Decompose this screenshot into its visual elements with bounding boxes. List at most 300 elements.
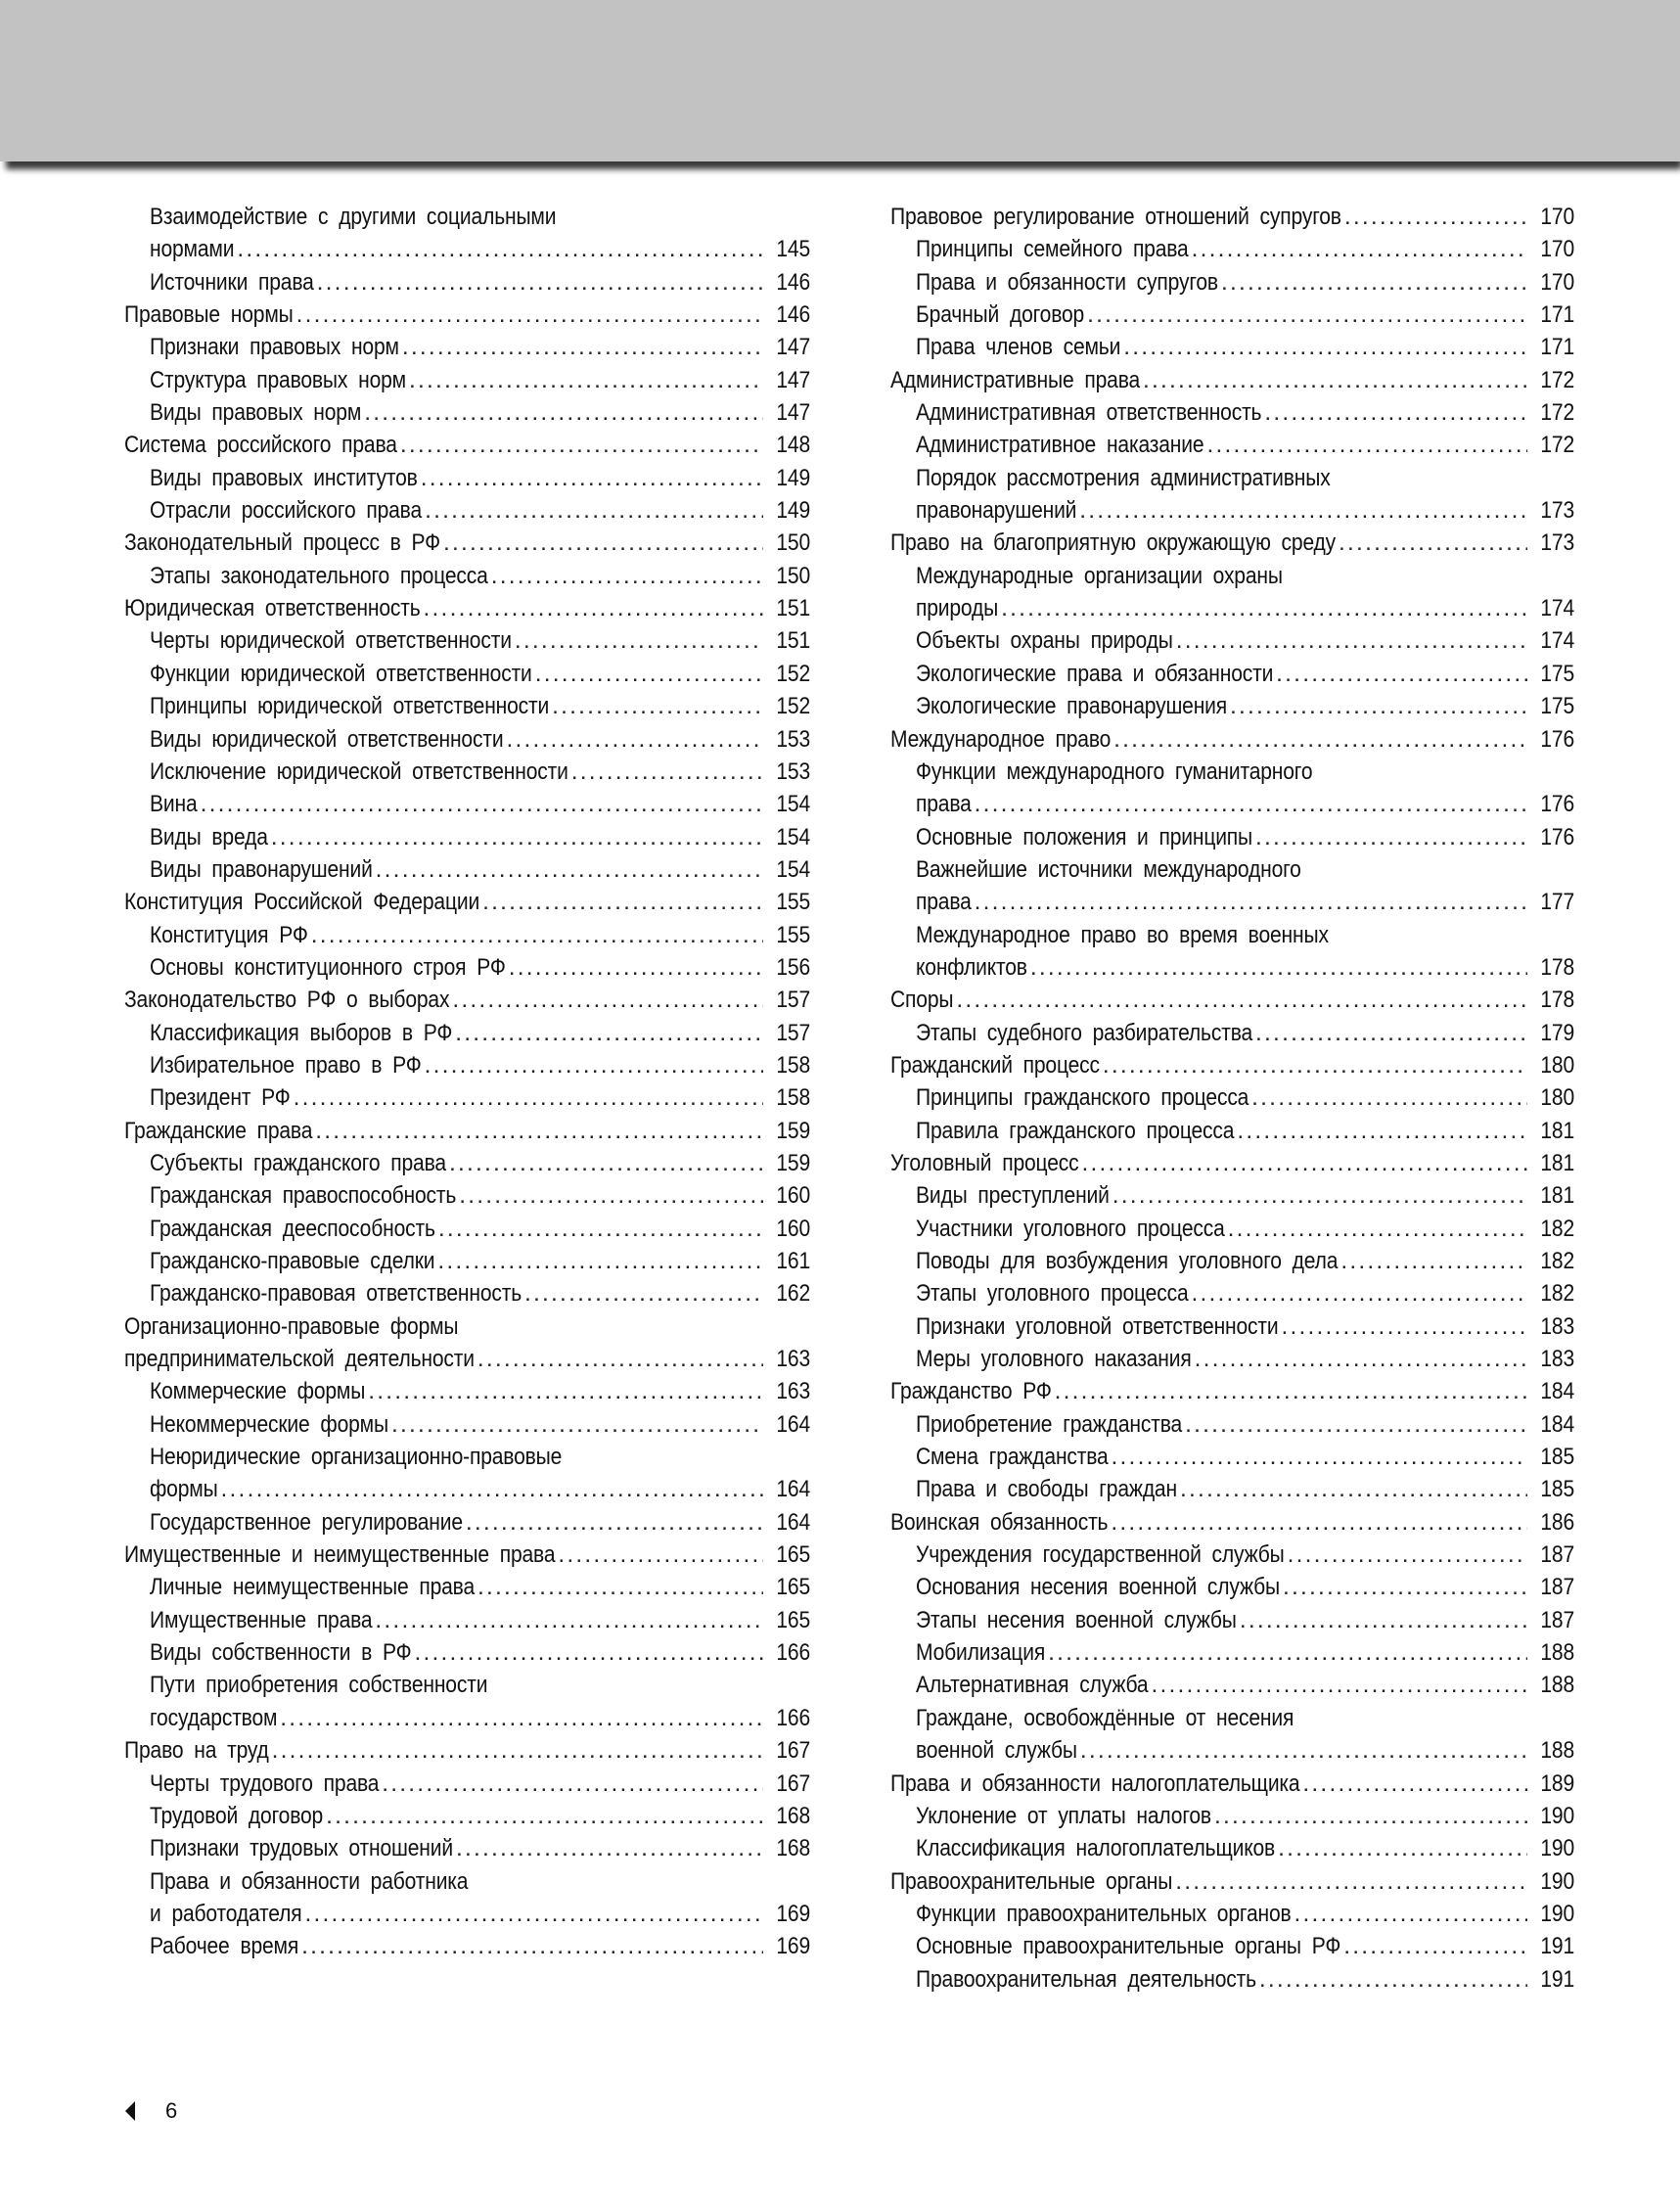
toc-subsection-entry[interactable]	[124, 1081, 810, 1114]
toc-subsection-entry[interactable]	[890, 919, 1574, 985]
toc-entry-line	[150, 951, 810, 984]
toc-entry-title: Принципы гражданского процесса	[916, 1084, 1249, 1112]
dot-leader	[449, 1147, 763, 1179]
toc-subsection-entry[interactable]	[890, 396, 1574, 429]
toc-entry-title: Правоохранительная деятельность	[916, 1965, 1256, 1993]
toc-entry-title: Рабочее время	[150, 1933, 299, 1960]
dot-leader	[1151, 1669, 1527, 1701]
toc-page-number: 187	[1540, 1606, 1574, 1633]
toc-subsection-entry[interactable]	[124, 1832, 810, 1864]
toc-page-number: 155	[776, 889, 810, 916]
dot-leader	[1221, 266, 1527, 299]
toc-entry-title: Мобилизация	[916, 1639, 1046, 1667]
toc-entry-line	[890, 364, 1574, 396]
toc-entry-line	[124, 1734, 810, 1767]
toc-page-number: 168	[776, 1835, 810, 1862]
toc-entry-line	[124, 1310, 810, 1343]
toc-entry-title: Уклонение от уплаты налогов	[916, 1802, 1211, 1829]
toc-entry-line	[150, 1636, 810, 1669]
dot-leader	[459, 1179, 763, 1212]
toc-subsection-entry[interactable]	[890, 462, 1574, 528]
toc-section-entry[interactable]	[124, 1115, 810, 1147]
toc-entry-title: Этапы законодательного процесса	[150, 562, 488, 589]
toc-entry-line	[916, 1669, 1574, 1701]
toc-subsection-entry[interactable]	[890, 821, 1574, 853]
toc-entry-line	[890, 723, 1574, 756]
toc-entry-title: Избирательное право в РФ	[150, 1051, 422, 1079]
dot-leader	[1251, 1081, 1527, 1114]
toc-subsection-entry[interactable]	[124, 266, 810, 299]
toc-entry-line	[890, 1147, 1574, 1179]
toc-page-number: 160	[776, 1215, 810, 1242]
toc-page-number: 150	[776, 562, 810, 589]
toc-entry-title: Воинская обязанность	[890, 1508, 1109, 1536]
toc-page-number: 174	[1540, 595, 1574, 622]
toc-entry-line	[150, 658, 810, 690]
toc-entry-title: Международные организации охраны	[916, 562, 1283, 589]
toc-subsection-entry[interactable]	[890, 1213, 1574, 1245]
toc-subsection-entry[interactable]	[124, 821, 810, 853]
toc-subsection-entry[interactable]	[890, 1702, 1574, 1768]
toc-page-number: 157	[776, 1019, 810, 1046]
toc-page-number: 176	[1540, 725, 1574, 753]
toc-entry-line	[150, 266, 810, 299]
toc-entry-line	[916, 1473, 1574, 1505]
toc-subsection-entry[interactable]	[890, 853, 1574, 919]
toc-subsection-entry[interactable]	[890, 1408, 1574, 1441]
toc-entry-title: Принципы семейного права	[916, 236, 1189, 263]
toc-entry-line	[916, 690, 1574, 722]
dot-leader	[975, 886, 1527, 918]
toc-page-number: 183	[1540, 1312, 1574, 1340]
toc-entry-line	[890, 1375, 1574, 1407]
toc-page-number: 155	[776, 921, 810, 948]
toc-page-number: 167	[776, 1737, 810, 1765]
dot-leader	[1283, 1571, 1527, 1603]
toc-entry-line	[150, 624, 810, 657]
toc-entry-title: Виды правовых институтов	[150, 464, 418, 491]
toc-entry-title: Права и обязанности налогоплательщика	[890, 1769, 1300, 1797]
toc-subsection-entry[interactable]	[124, 1049, 810, 1081]
dot-leader	[443, 527, 763, 559]
dot-leader	[1237, 1115, 1527, 1147]
toc-page-number: 166	[776, 1639, 810, 1667]
toc-entry-line	[150, 1473, 810, 1505]
dot-leader	[1195, 1343, 1527, 1375]
toc-entry-title: Экологические правонарушения	[916, 693, 1228, 720]
toc-page-number: 184	[1540, 1410, 1574, 1438]
toc-section-entry[interactable]	[890, 201, 1574, 233]
dot-leader	[1180, 1473, 1527, 1505]
dot-leader	[456, 1832, 763, 1864]
toc-page-number: 182	[1540, 1248, 1574, 1274]
dot-leader	[326, 1800, 763, 1832]
dot-leader	[477, 1571, 763, 1603]
toc-subsection-entry[interactable]	[890, 1081, 1574, 1114]
toc-subsection-entry[interactable]	[124, 331, 810, 363]
toc-entry-title: Функции юридической ответственности	[150, 660, 532, 687]
toc-page-number: 187	[1540, 1541, 1574, 1569]
toc-subsection-entry[interactable]	[124, 1506, 810, 1539]
toc-entry-line	[916, 299, 1574, 331]
toc-subsection-entry[interactable]	[124, 658, 810, 690]
toc-entry-title: конфликтов	[916, 953, 1027, 981]
toc-subsection-entry[interactable]	[890, 331, 1574, 363]
toc-entry-line	[150, 756, 810, 788]
toc-subsection-entry[interactable]	[124, 396, 810, 429]
toc-section-entry[interactable]	[124, 527, 810, 559]
toc-entry-title: Черты юридической ответственности	[150, 627, 512, 655]
toc-subsection-entry[interactable]	[124, 1930, 810, 1962]
toc-page-number: 175	[1540, 693, 1574, 720]
toc-entry-title: нормами	[150, 236, 235, 263]
toc-entry-line	[916, 1832, 1574, 1864]
dot-leader	[1185, 1408, 1527, 1441]
toc-section-entry[interactable]	[890, 527, 1574, 559]
toc-column-right	[890, 201, 1574, 1996]
toc-subsection-entry[interactable]	[890, 1277, 1574, 1309]
toc-section-entry[interactable]	[890, 723, 1574, 756]
toc-entry-line	[150, 201, 810, 233]
toc-subsection-entry[interactable]	[890, 1539, 1574, 1571]
toc-entry-title: Права членов семьи	[916, 334, 1121, 361]
dot-leader	[400, 429, 763, 461]
toc-entry-title: Принципы юридической ответственности	[150, 693, 550, 720]
dot-leader	[455, 1017, 763, 1049]
toc-subsection-entry[interactable]	[124, 624, 810, 657]
toc-subsection-entry[interactable]	[124, 951, 810, 984]
toc-page-number: 181	[1540, 1182, 1574, 1210]
toc-page-number: 145	[776, 236, 810, 263]
toc-entry-title: Правила гражданского процесса	[916, 1117, 1235, 1144]
dot-leader	[1030, 951, 1527, 984]
toc-page-number: 161	[776, 1248, 810, 1274]
toc-page-number: 151	[776, 595, 810, 622]
toc-entry-title: Государственное регулирование	[150, 1508, 463, 1536]
toc-subsection-entry[interactable]	[890, 1343, 1574, 1375]
toc-subsection-entry[interactable]	[124, 494, 810, 527]
toc-subsection-entry[interactable]	[890, 1669, 1574, 1701]
toc-entry-title: Основные правоохранительные органы РФ	[916, 1933, 1341, 1960]
dot-leader	[1113, 723, 1527, 756]
toc-subsection-entry[interactable]	[124, 462, 810, 494]
toc-entry-title: Споры	[890, 987, 954, 1014]
toc-section-entry[interactable]	[124, 1734, 810, 1767]
toc-page-number: 188	[1540, 1672, 1574, 1699]
toc-entry-title: Поводы для возбуждения уголовного дела	[916, 1248, 1339, 1274]
toc-subsection-entry[interactable]	[890, 1571, 1574, 1603]
dot-leader	[301, 1930, 763, 1962]
toc-entry-line	[150, 233, 810, 265]
toc-entry-line	[916, 1017, 1574, 1049]
toc-section-entry[interactable]	[890, 1506, 1574, 1539]
toc-entry-line	[150, 1506, 810, 1539]
toc-entry-line	[890, 1506, 1574, 1539]
dot-leader	[1278, 1832, 1527, 1864]
toc-page-number: 170	[1540, 204, 1574, 230]
toc-page-number: 172	[1540, 366, 1574, 393]
toc-page-number: 178	[1540, 953, 1574, 981]
toc-subsection-entry[interactable]	[124, 1277, 810, 1309]
toc-subsection-entry[interactable]	[124, 756, 810, 788]
dot-leader	[391, 1408, 763, 1441]
toc-entry-line	[124, 886, 810, 918]
toc-page-number: 149	[776, 497, 810, 525]
dot-leader	[1079, 494, 1527, 527]
toc-entry-title: Исключение юридической ответственности	[150, 758, 568, 785]
toc-subsection-entry[interactable]	[890, 1441, 1574, 1473]
dot-leader	[1294, 1898, 1527, 1930]
toc-entry-line	[890, 1049, 1574, 1081]
dot-leader	[1123, 331, 1527, 363]
toc-page-number: 156	[776, 953, 810, 981]
toc-entry-title: Смена гражданства	[916, 1444, 1109, 1471]
dot-leader	[558, 1539, 763, 1571]
toc-entry-line	[124, 527, 810, 559]
toc-subsection-entry[interactable]	[890, 1604, 1574, 1636]
toc-section-entry[interactable]	[124, 984, 810, 1016]
toc-entry-title: Международное право	[890, 725, 1112, 753]
toc-entry-title: Виды правонарушений	[150, 855, 373, 883]
toc-entry-line	[124, 592, 810, 624]
toc-page-number: 190	[1540, 1900, 1574, 1927]
toc-section-entry[interactable]	[124, 299, 810, 331]
toc-subsection-entry[interactable]	[890, 266, 1574, 299]
toc-subsection-entry[interactable]	[890, 233, 1574, 265]
dot-leader	[425, 1049, 763, 1081]
toc-subsection-entry[interactable]	[124, 560, 810, 592]
toc-subsection-entry[interactable]	[124, 723, 810, 756]
toc-entry-title: Вина	[150, 791, 198, 818]
toc-entry-title: формы	[150, 1476, 218, 1503]
dot-leader	[280, 1702, 763, 1734]
toc-page-number: 149	[776, 464, 810, 491]
dot-leader	[1048, 1636, 1527, 1669]
toc-entry-line	[916, 788, 1574, 820]
toc-page-number: 154	[776, 823, 810, 850]
toc-entry-line	[916, 756, 1574, 788]
toc-page-number: 181	[1540, 1117, 1574, 1144]
toc-subsection-entry[interactable]	[124, 919, 810, 951]
toc-subsection-entry[interactable]	[124, 1768, 810, 1800]
toc-subsection-entry[interactable]	[890, 690, 1574, 722]
toc-section-entry[interactable]	[890, 984, 1574, 1016]
toc-page-number: 183	[1540, 1346, 1574, 1373]
toc-subsection-entry[interactable]	[890, 429, 1574, 461]
dot-leader	[425, 494, 763, 527]
toc-subsection-entry[interactable]	[124, 853, 810, 886]
toc-section-entry[interactable]	[124, 886, 810, 918]
toc-entry-title: права	[916, 791, 972, 818]
dot-leader	[364, 396, 763, 429]
dot-leader	[382, 1768, 763, 1800]
dot-leader	[1255, 821, 1527, 853]
toc-entry-line	[150, 1277, 810, 1309]
toc-page-number: 151	[776, 627, 810, 655]
toc-subsection-entry[interactable]	[124, 1245, 810, 1277]
toc-entry-line	[150, 1408, 810, 1441]
dot-leader	[438, 1213, 763, 1245]
toc-entry-line	[150, 1800, 810, 1832]
toc-subsection-entry[interactable]	[890, 1179, 1574, 1212]
toc-subsection-entry[interactable]	[124, 1441, 810, 1506]
toc-section-entry[interactable]	[124, 592, 810, 624]
toc-entry-line	[150, 560, 810, 592]
toc-subsection-entry[interactable]	[124, 1800, 810, 1832]
toc-subsection-entry[interactable]	[124, 1375, 810, 1407]
toc-subsection-entry[interactable]	[890, 1832, 1574, 1864]
toc-entry-line	[916, 560, 1574, 592]
toc-subsection-entry[interactable]	[124, 1408, 810, 1441]
dot-leader	[1192, 233, 1527, 265]
toc-entry-title: Гражданские права	[124, 1117, 313, 1144]
toc-subsection-entry[interactable]	[890, 1115, 1574, 1147]
toc-page-number: 159	[776, 1117, 810, 1144]
toc-section-entry[interactable]	[890, 1768, 1574, 1800]
toc-column-left	[124, 201, 810, 1963]
toc-entry-line	[890, 1768, 1574, 1800]
toc-page-number: 171	[1540, 334, 1574, 361]
toc-subsection-entry[interactable]	[124, 788, 810, 820]
toc-page-number: 158	[776, 1051, 810, 1079]
toc-entry-title: Основания несения военной службы	[916, 1574, 1281, 1601]
toc-entry-line	[124, 429, 810, 461]
toc-entry-line	[150, 1147, 810, 1179]
toc-entry-line	[916, 1571, 1574, 1603]
toc-entry-title: и работодателя	[150, 1900, 302, 1927]
toc-subsection-entry[interactable]	[890, 624, 1574, 657]
toc-page-number: 171	[1540, 301, 1574, 329]
toc-entry-title: Основы конституционного строя РФ	[150, 953, 506, 981]
toc-subsection-entry[interactable]	[890, 1800, 1574, 1832]
toc-entry-line	[916, 1539, 1574, 1571]
toc-section-entry[interactable]	[124, 1539, 810, 1571]
toc-page-number: 147	[776, 399, 810, 427]
dot-leader	[304, 1898, 763, 1930]
toc-entry-line	[916, 1115, 1574, 1147]
toc-entry-title: Структура правовых норм	[150, 366, 406, 393]
toc-page-number: 190	[1540, 1802, 1574, 1829]
toc-subsection-entry[interactable]	[890, 560, 1574, 625]
toc-section-entry[interactable]	[890, 364, 1574, 396]
toc-subsection-entry[interactable]	[124, 690, 810, 722]
toc-subsection-entry[interactable]	[124, 1604, 810, 1636]
toc-subsection-entry[interactable]	[890, 756, 1574, 821]
toc-subsection-entry[interactable]	[890, 1017, 1574, 1049]
toc-page-number: 163	[776, 1378, 810, 1405]
toc-entry-line	[916, 1963, 1574, 1996]
toc-subsection-entry[interactable]	[890, 1245, 1574, 1277]
toc-entry-line	[150, 331, 810, 363]
toc-entry-line	[916, 1441, 1574, 1473]
toc-page-number: 152	[776, 660, 810, 687]
toc-entry-title: Административное наказание	[916, 432, 1204, 459]
toc-page-number: 154	[776, 791, 810, 818]
toc-entry-line	[150, 364, 810, 396]
toc-entry-title: Гражданство РФ	[890, 1378, 1052, 1405]
toc-subsection-entry[interactable]	[890, 658, 1574, 690]
toc-entry-title: Этапы судебного разбирательства	[916, 1019, 1253, 1046]
toc-subsection-entry[interactable]	[890, 1898, 1574, 1930]
toc-entry-title: Право на труд	[124, 1737, 269, 1765]
toc-subsection-entry[interactable]	[124, 1669, 810, 1734]
toc-section-entry[interactable]	[890, 1865, 1574, 1898]
dot-leader	[1112, 1441, 1527, 1473]
toc-page-number: 185	[1540, 1444, 1574, 1471]
toc-page-number: 170	[1540, 268, 1574, 296]
toc-subsection-entry[interactable]	[890, 1473, 1574, 1505]
toc-subsection-entry[interactable]	[124, 201, 810, 266]
toc-entry-line	[916, 624, 1574, 657]
toc-entry-line	[916, 266, 1574, 299]
toc-entry-title: Отрасли российского права	[150, 497, 423, 525]
toc-subsection-entry[interactable]	[890, 1963, 1574, 1996]
toc-subsection-entry[interactable]	[124, 364, 810, 396]
toc-entry-title: Учреждения государственной службы	[916, 1541, 1285, 1569]
toc-subsection-entry[interactable]	[890, 1636, 1574, 1669]
toc-entry-line	[916, 919, 1574, 951]
toc-entry-line	[916, 658, 1574, 690]
toc-section-entry[interactable]	[890, 1375, 1574, 1407]
dot-leader	[1143, 364, 1527, 396]
toc-section-entry[interactable]	[890, 1147, 1574, 1179]
toc-subsection-entry[interactable]	[124, 1636, 810, 1669]
toc-entry-title: Законодательный процесс в РФ	[124, 529, 441, 557]
toc-entry-title: Юридическая ответственность	[124, 595, 421, 622]
toc-subsection-entry[interactable]	[890, 1310, 1574, 1343]
toc-subsection-entry[interactable]	[124, 1179, 810, 1212]
toc-entry-line	[124, 1115, 810, 1147]
toc-page-number: 176	[1540, 791, 1574, 818]
toc-entry-line	[124, 1539, 810, 1571]
toc-page-number: 191	[1540, 1965, 1574, 1993]
toc-page-number: 182	[1540, 1280, 1574, 1308]
toc-entry-line	[150, 1017, 810, 1049]
dot-leader	[272, 1734, 763, 1767]
toc-page-number: 176	[1540, 823, 1574, 850]
toc-subsection-entry[interactable]	[124, 1017, 810, 1049]
toc-entry-line	[150, 1245, 810, 1277]
toc-entry-line	[916, 1343, 1574, 1375]
toc-entry-line	[150, 1669, 810, 1701]
toc-page-number: 148	[776, 432, 810, 459]
toc-section-entry[interactable]	[890, 1049, 1574, 1081]
toc-subsection-entry[interactable]	[124, 1213, 810, 1245]
dot-leader	[421, 462, 763, 494]
toc-subsection-entry[interactable]	[124, 1147, 810, 1179]
toc-section-entry[interactable]	[124, 1310, 810, 1376]
toc-subsection-entry[interactable]	[890, 1930, 1574, 1962]
toc-page-number: 173	[1540, 497, 1574, 525]
toc-page-number: 164	[776, 1410, 810, 1438]
toc-entry-line	[890, 527, 1574, 559]
toc-section-entry[interactable]	[124, 429, 810, 461]
toc-page-number: 174	[1540, 627, 1574, 655]
toc-entry-title: Конституция РФ	[150, 921, 308, 948]
toc-entry-line	[916, 1245, 1574, 1277]
toc-subsection-entry[interactable]	[124, 1571, 810, 1603]
toc-subsection-entry[interactable]	[890, 299, 1574, 331]
toc-entry-line	[916, 494, 1574, 527]
dot-leader	[1340, 1245, 1527, 1277]
dot-leader	[1276, 658, 1527, 690]
toc-entry-line	[150, 1604, 810, 1636]
dot-leader	[1343, 1930, 1527, 1962]
toc-subsection-entry[interactable]	[124, 1865, 810, 1931]
toc-entry-title: Имущественные права	[150, 1606, 373, 1633]
toc-page-number: 177	[1540, 889, 1574, 916]
toc-entry-title: Личные неимущественные права	[150, 1574, 476, 1601]
